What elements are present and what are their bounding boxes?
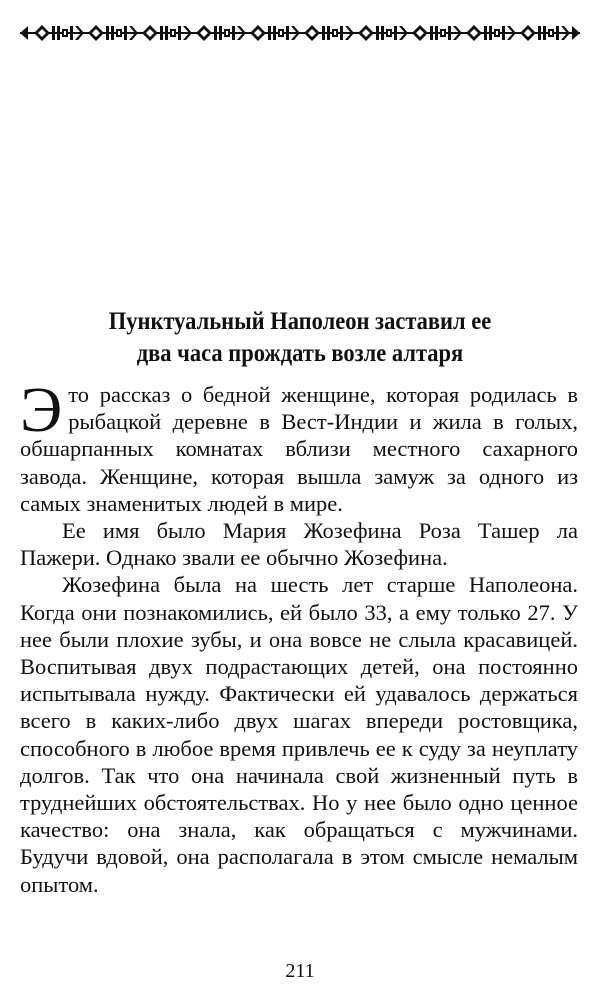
heading-line-2: два часа прождать возле алтаря [136, 340, 464, 367]
heading-line-1: Пунктуальный Наполеон заставил ее [108, 308, 492, 335]
page-number: 211 [285, 960, 315, 982]
chapter-heading [66, 306, 534, 370]
drop-cap: Э [20, 374, 63, 445]
paragraph-1 [20, 374, 578, 517]
paragraph-2: Ее имя было Мария Жозефина Роза Ташер ла Пажери. Однако звали ее обычно Жозефина. [20, 518, 578, 571]
decorative-border-icon [20, 20, 580, 46]
paragraph-3: Жозефина была на шесть лет старше Наполеона. Когда они познакомились, ей было 33, а ему только 27. У нее были плохие зубы, и она вовсе не слыла красавицей. Воспитывая двух подрастающих детей, она постоянно испытывала нужду. Фактически ей удавалось держаться всего в каких-либо двух шагах впереди ростовщика, способного в любое время привлечь ее к суду за неуплату долгов. Так что она начинала свой жизненный путь в труднейших обстоятельствах. Но у нее было одно ценное качество: она знала, как обращаться с мужчинами. Будучи вдовой, она располагала в этом смысле немалым опытом. [20, 572, 578, 897]
paragraph-1-text: то рассказ о бедной женщине, которая родилась в рыбацкой деревне в Вест-Индии и жила в голых, обшарпанных комнатах вблизи местного сахарного завода. Женщине, которая вышла замуж за одного из самых знаменитых людей в мире. [20, 382, 578, 516]
body-text [20, 374, 578, 898]
